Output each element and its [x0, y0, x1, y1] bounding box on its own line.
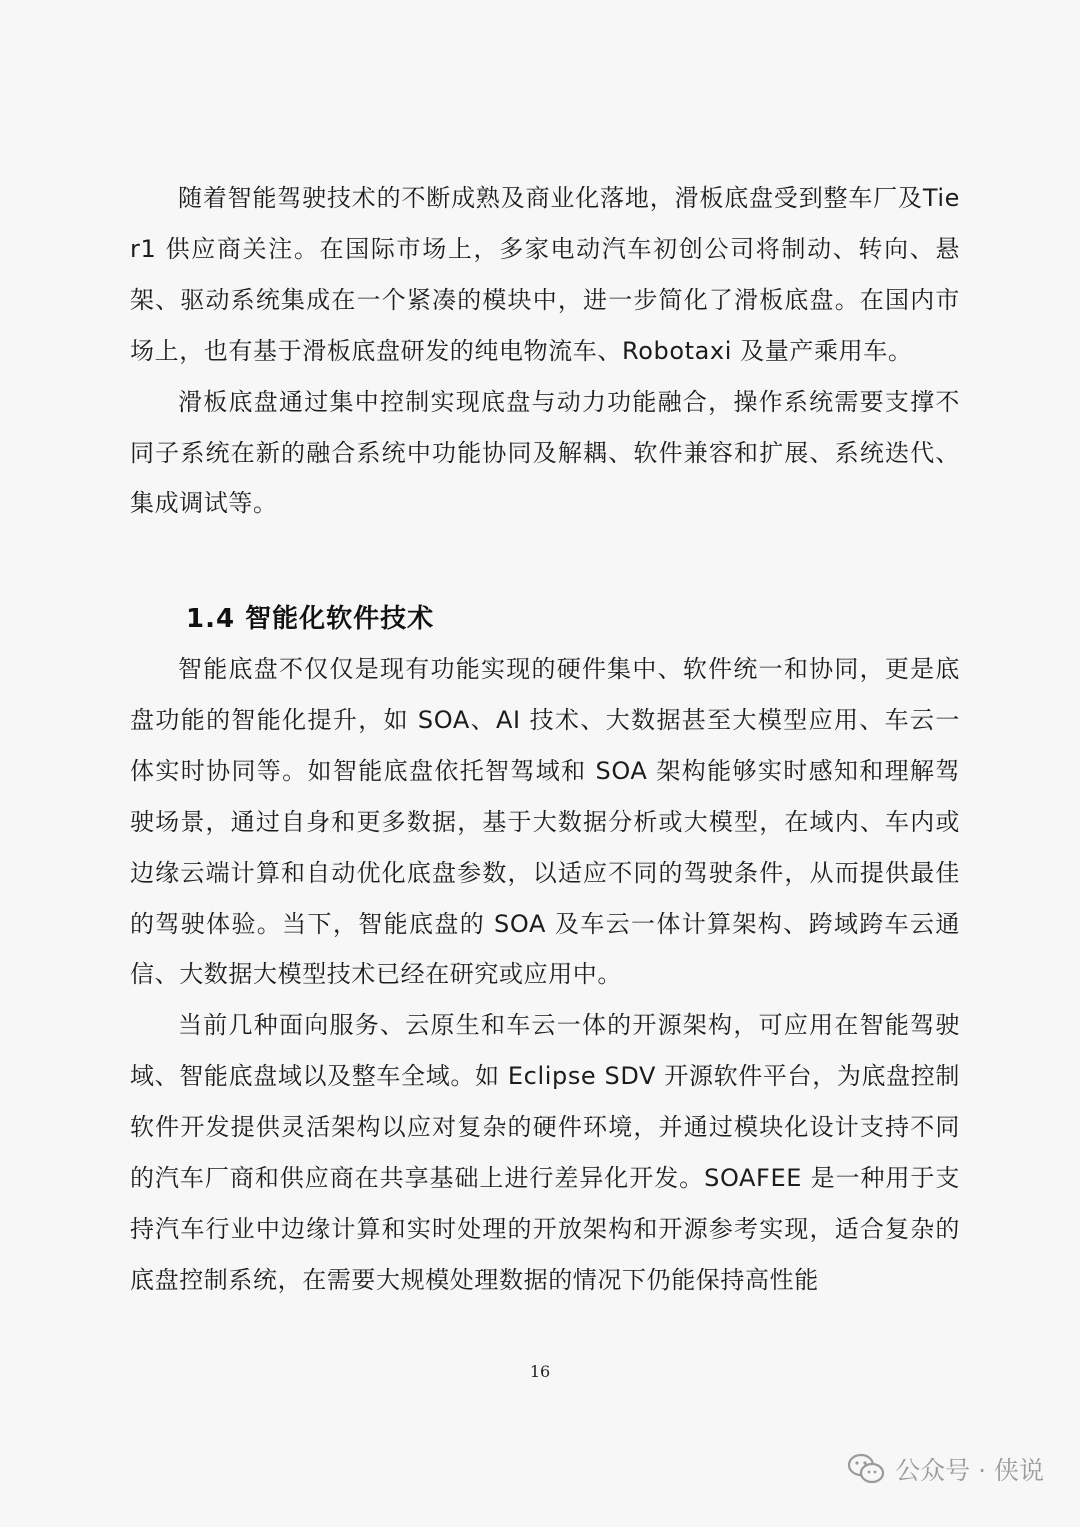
body-text-bottom [130, 644, 960, 1306]
paragraph: 当前几种面向服务、云原生和车云一体的开源架构，可应用在智能驾驶域、智能底盘域以及整车全域。如 Eclipse SDV 开源软件平台，为底盘控制软件开发提供灵活架构以应对复杂的硬件环境，并通过模块化设计支持不同的汽车厂商和供应商在共享基础上进行差异化开发。SOAFEE 是一种用于支持汽车行业中边缘计算和实时处理的开放架构和开源参考实现，适合复杂的底盘控制系统，在需要大规模处理数据的情况下仍能保持高性能 [130, 1011, 960, 1294]
paragraph: 滑板底盘通过集中控制实现底盘与动力功能融合，操作系统需要支撑不同子系统在新的融合系统中功能协同及解耦、软件兼容和扩展、系统迭代、集成调试等。 [130, 387, 960, 518]
paragraph: 随着智能驾驶技术的不断成熟及商业化落地，滑板底盘受到整车厂及Tier1 供应商关注。在国际市场上，多家电动汽车初创公司将制动、转向、悬架、驱动系统集成在一个紧凑的模块中，进一步简化了滑板底盘。在国内市场上，也有基于滑板底盘研发的纯电物流车、Robotaxi 及量产乘用车。 [130, 184, 960, 365]
wechat-icon [847, 1453, 885, 1485]
watermark [847, 1451, 1044, 1487]
section-heading: 1.4 智能化软件技术 [186, 604, 435, 634]
watermark-text: 公众号 · 侠说 [895, 1456, 1044, 1485]
paragraph: 智能底盘不仅仅是现有功能实现的硬件集中、软件统一和协同，更是底盘功能的智能化提升，如 SOA、AI 技术、大数据甚至大模型应用、车云一体实时协同等。如智能底盘依托智驾域和 SOA 架构能够实时感知和理解驾驶场景，通过自身和更多数据，基于大数据分析或大模型，在域内、车内或边缘云端计算和自动优化底盘参数，以适应不同的驾驶条件，从而提供最佳的驾驶体验。当下，智能底盘的 SOA 及车云一体计算架构、跨域跨车云通信、大数据大模型技术已经在研究或应用中。 [130, 655, 960, 989]
body-text-top [130, 173, 960, 529]
page-number: 16 [529, 1362, 551, 1381]
